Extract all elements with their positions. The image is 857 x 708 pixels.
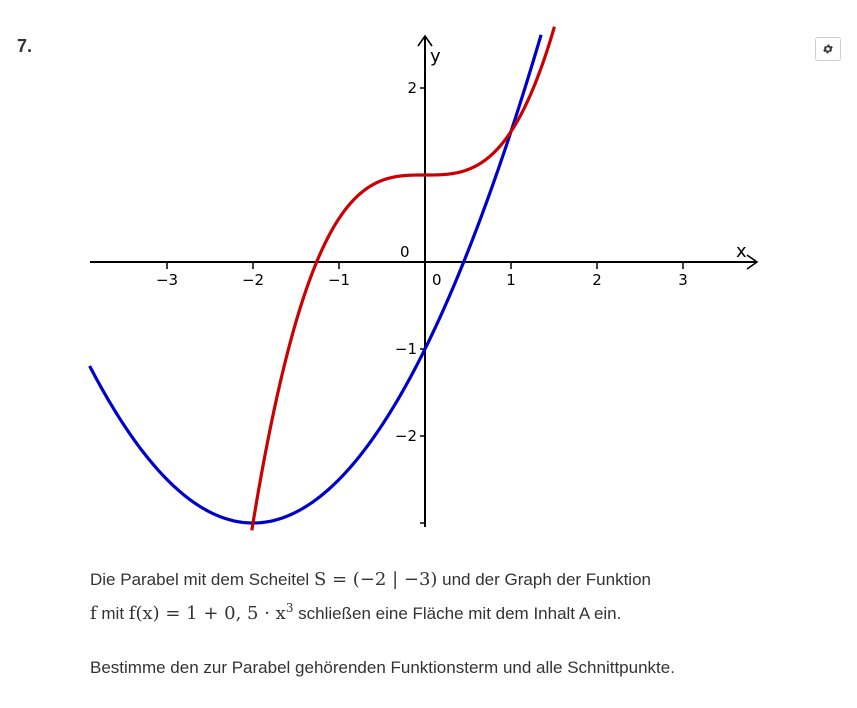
task-statement: Die Parabel mit dem Scheitel S = (−2 | −3) und der Graph der Funktion f mit f(x) = 1 + 0, $5 \cdot x^3$ schließen eine Fläche mit dem Inhalt A ein.: [90, 569, 651, 624]
x-tick-label: 2: [592, 271, 602, 289]
origin-y-label: 0: [400, 243, 410, 261]
x-tick-label: −1: [327, 271, 351, 289]
y-axis-label: y: [430, 46, 441, 67]
task-number: 7.: [17, 36, 33, 56]
x-tick-label: 3: [678, 271, 688, 289]
origin-x-label: 0: [432, 271, 442, 289]
x-tick-label: −2: [241, 271, 265, 289]
y-tick-label: −1: [394, 340, 417, 358]
x-tick-label: −3: [155, 271, 179, 289]
task-description: [90, 566, 790, 708]
x-axis-label: x: [736, 241, 747, 262]
y-tick-label: −2: [394, 427, 417, 445]
function-formula: f(x) = 1 + 0, $5 \cdot x^3$: [128, 601, 294, 624]
vertex-formula: S = (−2 | −3): [313, 569, 438, 590]
task-instruction: Bestimme den zur Parabel gehörenden Funktionsterm und alle Schnittpunkte.: [90, 658, 675, 677]
y-tick-label: 2: [407, 79, 417, 97]
x-tick-label: 1: [506, 271, 516, 289]
